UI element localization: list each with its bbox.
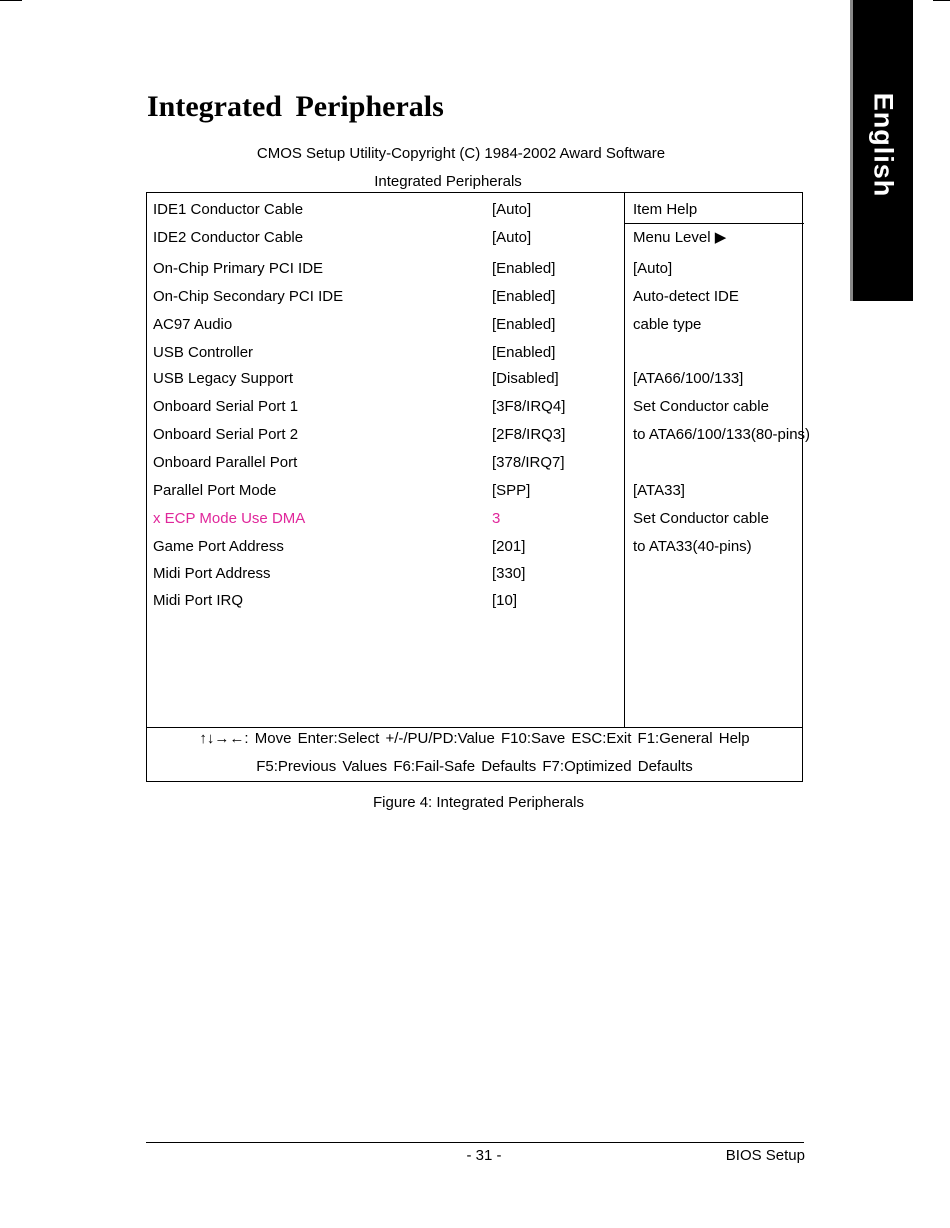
setting-value: 3 bbox=[492, 510, 501, 527]
footer-key-legend-line-2: F5:Previous Values F6:Fail-Safe Defaults F7:Optimized Defaults bbox=[256, 758, 693, 775]
utility-copyright-line: CMOS Setup Utility-Copyright (C) 1984-2002 Award Software bbox=[256, 145, 666, 162]
help-line: to ATA66/100/133(80-pins) bbox=[633, 426, 811, 443]
setting-label: Game Port Address bbox=[153, 538, 284, 555]
setting-label: Onboard Serial Port 1 bbox=[153, 398, 299, 415]
setting-label: On-Chip Secondary PCI IDE bbox=[153, 288, 344, 305]
page-title: Integrated Peripherals bbox=[147, 90, 444, 123]
setting-label: IDE1 Conductor Cable bbox=[153, 201, 304, 218]
item-help-title: Item Help bbox=[633, 201, 698, 218]
setting-label: Parallel Port Mode bbox=[153, 482, 277, 499]
setting-value[interactable]: [Disabled] bbox=[492, 370, 559, 387]
crop-mark-top-left bbox=[0, 0, 22, 1]
setting-label: IDE2 Conductor Cable bbox=[153, 229, 304, 246]
setting-label: Onboard Serial Port 2 bbox=[153, 426, 299, 443]
setting-value[interactable]: [SPP] bbox=[492, 482, 531, 499]
help-line: cable type bbox=[633, 316, 702, 333]
setting-label: USB Legacy Support bbox=[153, 370, 294, 387]
setting-label: Midi Port IRQ bbox=[153, 592, 244, 609]
footer-rule bbox=[146, 1142, 804, 1143]
setting-label: x ECP Mode Use DMA bbox=[153, 510, 306, 527]
setting-value[interactable]: [3F8/IRQ4] bbox=[492, 398, 566, 415]
setting-value[interactable]: [10] bbox=[492, 592, 518, 609]
help-line: Auto-detect IDE bbox=[633, 288, 739, 305]
help-line: [ATA66/100/133] bbox=[633, 370, 744, 387]
setting-value[interactable]: [2F8/IRQ3] bbox=[492, 426, 566, 443]
setting-value[interactable]: [330] bbox=[492, 565, 526, 582]
setting-label: USB Controller bbox=[153, 344, 254, 361]
setting-value[interactable]: [378/IRQ7] bbox=[492, 454, 565, 471]
setting-value[interactable]: [Enabled] bbox=[492, 260, 556, 277]
setting-value[interactable]: [201] bbox=[492, 538, 526, 555]
help-line: to ATA33(40-pins) bbox=[633, 538, 752, 555]
setting-value[interactable]: [Enabled] bbox=[492, 316, 556, 333]
help-title-divider bbox=[624, 223, 804, 224]
help-line: [Auto] bbox=[633, 260, 673, 277]
footer-divider bbox=[147, 727, 802, 728]
setting-value[interactable]: [Enabled] bbox=[492, 288, 556, 305]
setting-value[interactable]: [Auto] bbox=[492, 229, 532, 246]
bios-screen-title: Integrated Peripherals bbox=[374, 173, 522, 190]
setting-label: AC97 Audio bbox=[153, 316, 233, 333]
bios-setup-screen bbox=[146, 192, 811, 782]
setting-label: On-Chip Primary PCI IDE bbox=[153, 260, 324, 277]
language-tab bbox=[850, 0, 913, 301]
footer-key-legend-line-1: ↑↓→←: Move Enter:Select +/-/PU/PD:Value F10:Save ESC:Exit F1:General Help bbox=[199, 730, 750, 747]
page-number: - 31 - bbox=[466, 1147, 502, 1164]
setting-value[interactable]: [Enabled] bbox=[492, 344, 556, 361]
help-line: Set Conductor cable bbox=[633, 398, 769, 415]
language-tab-label: English bbox=[868, 92, 899, 198]
setting-label: Onboard Parallel Port bbox=[153, 454, 298, 471]
figure-caption: Figure 4: Integrated Peripherals bbox=[373, 794, 584, 811]
help-line: [ATA33] bbox=[633, 482, 685, 499]
help-line-menu-level: Menu Level ▶ bbox=[633, 229, 727, 246]
setting-label: Midi Port Address bbox=[153, 565, 271, 582]
crop-mark-top-right bbox=[933, 0, 950, 1]
section-name: BIOS Setup bbox=[725, 1147, 805, 1164]
help-column-divider bbox=[624, 193, 625, 727]
setting-value[interactable]: [Auto] bbox=[492, 201, 532, 218]
help-line: Set Conductor cable bbox=[633, 510, 769, 527]
